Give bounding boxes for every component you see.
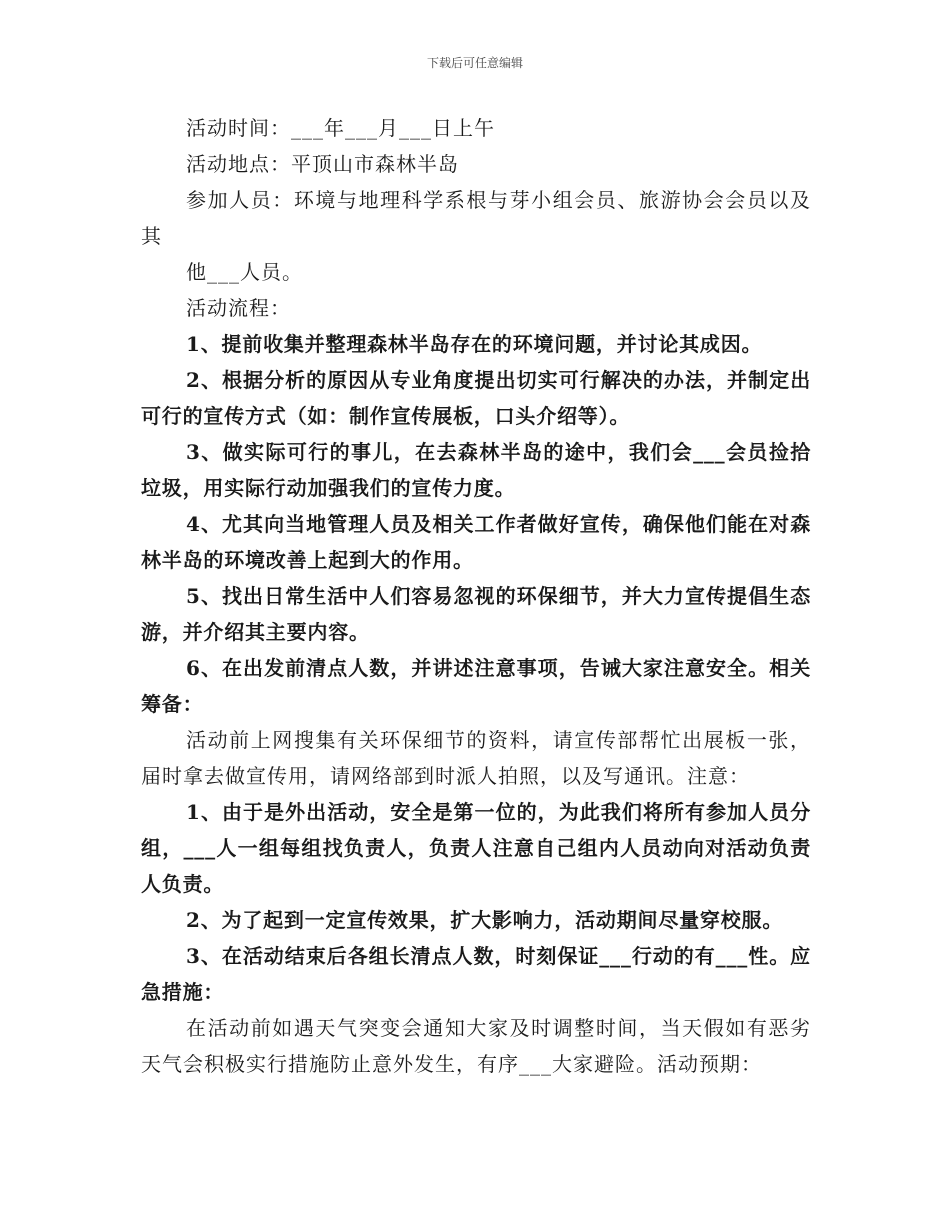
process-item-4: 4、尤其向当地管理人员及相关工作者做好宣传，确保他们能在对森林半岛的环境改善上起到大的作用。 <box>141 512 811 572</box>
activity-process-heading: 活动流程： <box>186 296 291 320</box>
notice-item-1: 1、由于是外出活动，安全是第一位的，为此我们将所有参加人员分组，___人一组每组找负责人，负责人注意自己组内人员动向对活动负责人负责。 <box>141 800 811 896</box>
preparation-paragraph: 活动前上网搜集有关环保细节的资料，请宣传部帮忙出展板一张，届时拿去做宣传用，请网络部到时派人拍照，以及写通讯。注意： <box>141 728 811 788</box>
notice-item-2: 2、为了起到一定宣传效果，扩大影响力，活动期间尽量穿校服。 <box>186 908 784 932</box>
notice-item-3: 3、在活动结束后各组长清点人数，时刻保证___行动的有___性。应急措施： <box>141 944 811 1004</box>
participants-line1: 参加人员：环境与地理科学系根与芽小组会员、旅游协会会员以及其 <box>141 188 811 248</box>
participants-line2: 他___人员。 <box>186 260 303 284</box>
emergency-paragraph: 在活动前如遇天气突变会通知大家及时调整时间，当天假如有恶劣天气会积极实行措施防止意外发生，有序___大家避险。活动预期： <box>141 1016 811 1076</box>
activity-time: 活动时间：___年___月___日上午 <box>186 116 495 140</box>
document-body <box>141 110 811 1082</box>
process-item-1: 1、提前收集并整理森林半岛存在的环境问题，并讨论其成因。 <box>186 332 763 356</box>
activity-location: 活动地点：平顶山市森林半岛 <box>186 152 459 176</box>
process-item-2: 2、根据分析的原因从专业角度提出切实可行解决的办法，并制定出可行的宣传方式（如：制作宣传展板，口头介绍等）。 <box>141 368 811 428</box>
process-item-5: 5、找出日常生活中人们容易忽视的环保细节，并大力宣传提倡生态游，并介绍其主要内容。 <box>141 584 811 644</box>
process-item-6: 6、在出发前清点人数，并讲述注意事项，告诫大家注意安全。相关筹备： <box>141 656 811 716</box>
page-header: 下载后可任意编辑 <box>426 56 523 70</box>
process-item-3: 3、做实际可行的事儿，在去森林半岛的途中，我们会___会员捡拾垃圾，用实际行动加强我们的宣传力度。 <box>141 440 811 500</box>
